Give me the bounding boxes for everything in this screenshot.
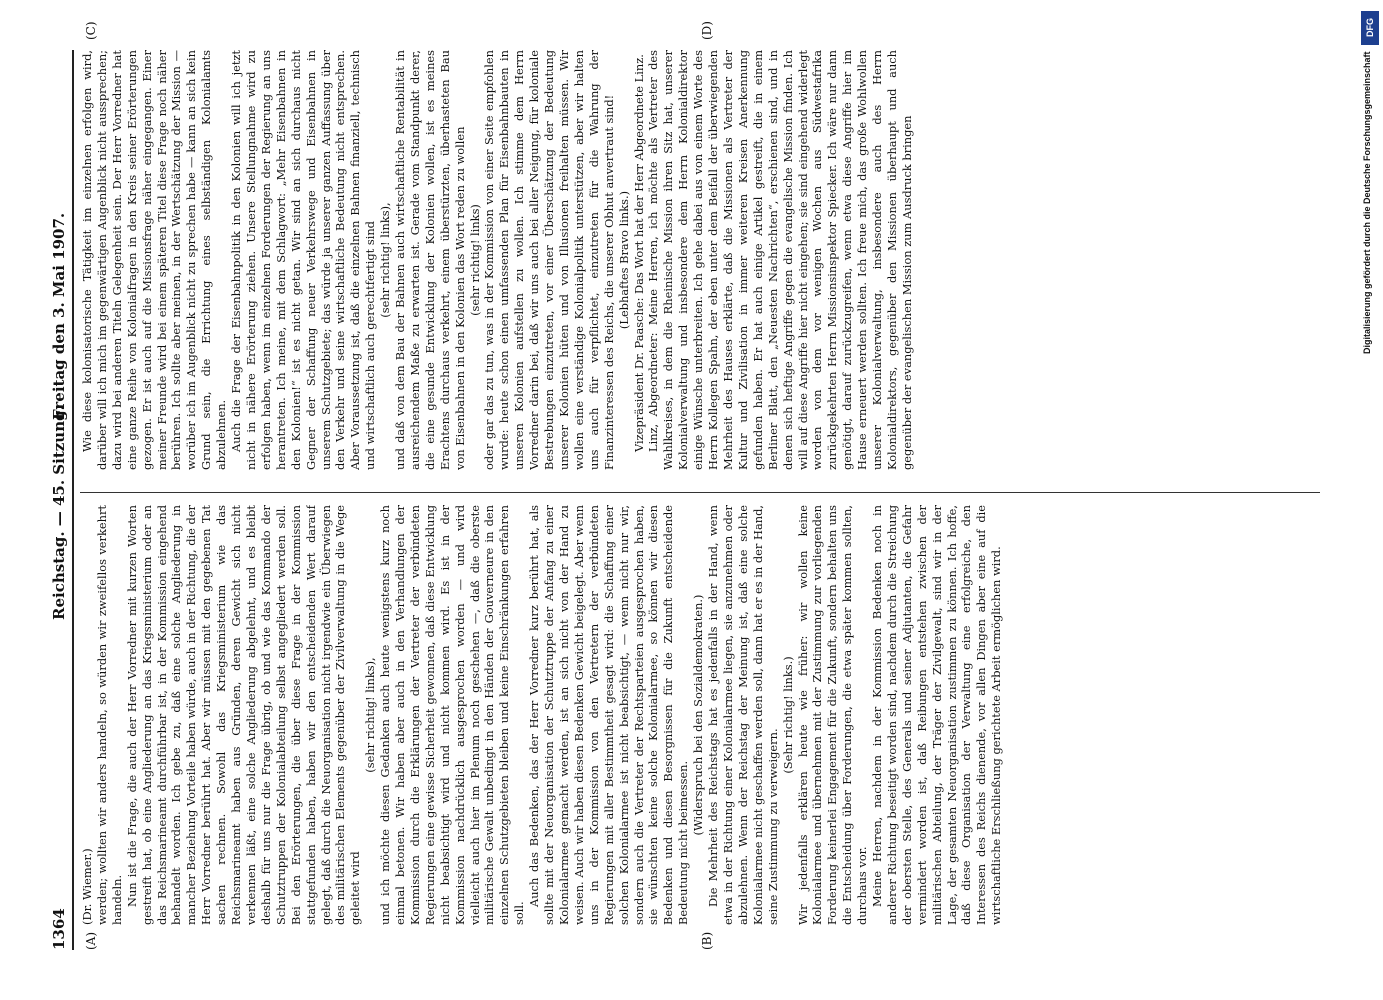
paragraph: (Widerspruch bei den Sozialdemokraten.) [691,594,706,836]
page-number: 1364 [50,908,68,950]
paragraph: Wie diese kolonisatorische Tätigkeit im einzelnen erfolgen wird, darüber will ich mich im gegenwärtigen Augenblick nicht aussprechen; dazu wird bei anderen Titeln Gelegenheit sein. Der Herr Vorredner hat eine ganze Reihe von Kolonialfragen in den Kreis seiner Erörterungen gezogen. Er ist auch auf die Missionsfrage näher eingegangen. Einer meiner Freunde wird bei einem späteren Titel diese Frage noch näher berühren. Ich sollte aber meinen, in der Wertschätzung der Mission — worüber ich im Augenblick nicht zu sprechen habe — kann an sich kein Grund sein, die Errichtung eines selbständigen Kolonialamts abzulehnen. [80,50,229,470]
page-header [40,50,74,950]
paragraph: (sehr richtig! links) [467,204,482,316]
dfg-credit [1360,5,1382,995]
paragraph: werden; wollten wir anders handeln, so würden wir zweifellos verkehrt handeln. [94,505,124,925]
paragraph: und ich möchte diesen Gedanken auch heute wenigstens kurz noch einmal betonen. Wir haben aber auch in den Verhandlungen der Kommission durch die Erklärungen der Vertreter der verbündeten Regierungen eine gewisse Sicherheit gewonnen, daß diese Entwicklung nicht beabsichtigt wird und nicht kommen wird. Es ist in der Kommission nachdrücklich ausgesprochen worden — und wird vielleicht auch hier im Plenum noch geschehen —, daß die oberste militärische Gewalt unbedingt in den Händen der Gouverneure in den einzelnen Schutzgebieten bleiben und keine Einschränkungen erfahren soll. [378,505,527,925]
paragraph: (Dr. Wiemer.) [80,848,94,925]
paragraph: (Lebhaftes Bravo links.) [616,190,631,330]
paragraph: Auch das Bedenken, das der Herr Vorredner kurz berührt hat, als sollte mit der Neuorganisation der Schutztruppe der Anfang zu einer Kolonialarmee gemacht werden, ist an sich nicht von der Hand zu weisen. Auch wir haben diesen Bedenken Gewicht beigelegt. Aber wenn uns in der Kommission von den Vertretern der verbündeten Regierungen mit aller Bestimmtheit gesagt wird: die Schaffung einer solchen Kolonialarmee ist nicht beabsichtigt, — wenn nicht nur wir, sondern auch die Vertreter der Rechtsparteien ausgesprochen haben, sie wünschten keine solche Kolonialarmee, so können wir diesen Bedenken und diesen Besorgnissen für die Zukunft entscheidende Bedeutung nicht beimessen. [527,505,691,925]
paragraph: Nun ist die Frage, die auch der Herr Vorredner mit kurzen Worten gestreift hat, ob eine Angliederung an das Kriegsministerium oder an das Reichsmarineamt durchführbar ist, in der Kommission eingehend behandelt worden. Ich gebe zu, daß eine solche Angliederung in mancher Beziehung Vorteile haben würde, auch in der Richtung, die der Herr Vorredner berührt hat. Aber wir müssen mit den gegebenen Tat sachen rechnen. Sowohl das Kriegsministerium wie das Reichsmarineamt haben aus Gründen, deren Gewicht sich nicht verkennen läßt, eine solche Angliederung abgelehnt, und es bleibt deshalb für uns nur die Frage übrig, ob und wie das Kommando der Schutztruppen der Kolonialabteilung selbst angegliedert werden soll. Bei den Erörterungen, die über diese Frage in der Kommission stattgefunden haben, haben wir den entscheidenden Wert darauf gelegt, daß durch die Neuorganisation nicht irgendwie ein Überwiegen des militärischen Elements gegenüber der Zivilverwaltung in die Wege geleitet wird [124,505,363,925]
dfg-credit-text: Digitalisierung gefördert durch die Deutsche Forschungsgemeinschaft [1362,51,1372,354]
left-column [80,505,1320,925]
paragraph: (Sehr richtig! links.) [780,656,795,774]
dfg-logo: DFG [1361,11,1379,45]
paragraph: Meine Herren, nachdem in der Kommission Bedenken noch in anderer Richtung beseitigt worden sind, nachdem durch die Streichung der obersten Stelle, des Generals und seiner Adjutanten, die Gefahr vermindert worden ist, daß Reibungen entstehen zwischen der militärischen Abteilung, der Träger der Zivilgewalt, sind wir in der Lage, der gesamten Neuorganisation zustimmen zu können. Ich hoffe, daß diese Organisation der Verwaltung eine erfolgreiche, den Interessen des Reichs dienende, vor allen Dingen aber eine auf die wirtschaftliche Erschließung gerichtete Arbeit ermöglichen wird. [870,505,1004,925]
paragraph: (sehr richtig! links), [378,202,393,318]
right-column [80,50,1320,470]
paragraph: Vizepräsident Dr. Paasche: Das Wort hat der Herr Abgeordnete Linz. [631,54,646,452]
marker-b: (B) [700,931,714,950]
paragraph: Die Mehrheit des Reichstags hat es jedenfalls in der Hand, wenn etwa in der Richtung einer Kolonialarmee liegen, sie anzunehmen oder abzulehnen. Wenn der Reichstag der Meinung ist, daß eine solche Kolonialarmee nicht geschaffen werden soll, dann hat er es in der Hand, seine Zustimmung zu verweigern. [706,505,780,925]
column-rule [80,492,1320,493]
paragraph: Auch die Frage der Eisenbahnpolitik in den Kolonien will ich jetzt nicht in nähere Erörterung ziehen. Unsere Stellungnahme wird zu erfolgen haben, wenn im einzelnen Forderungen der Regierung an uns herantreten. Ich meine, mit dem Schlagwort: „Mehr Eisenbahnen in den Kolonien!“ ist es nicht getan. Wir sind an sich durchaus nicht Gegner der Schaffung neuer Verkehrswege und Eisenbahnen in unserem Schutzgebiete; das würde ja unserer ganzen Auffassung über den Verkehr und seine wirtschaftliche Bedeutung nicht entsprechen. Aber Voraussetzung ist, daß die einzelnen Bahnen finanziell, technisch und wirtschaftlich auch gerechtfertigt sind [229,50,378,470]
marker-c: (C) [84,21,98,40]
paragraph: und daß von dem Bau der Bahnen auch wirtschaftliche Rentabilität in ausreichendem Maße zu erwarten ist. Gerade vom Standpunkt derer, die eine gesunde Entwicklung der Kolonien wollen, ist es meines Erachtens durchaus verkehrt, einem überstürzten, überhasteten Bau von Eisenbahnen in den Kolonien das Wort reden zu wollen [393,50,467,470]
session-date: Freitag den 3. Mai 1907. [50,212,68,420]
paragraph: oder gar das zu tun, was in der Kommission von einer Seite empfohlen wurde: heute schon einen umfassenden Plan für Eisenbahnbauten in unseren Kolonien aufstellen zu wollen. Ich stimme dem Herrn Vorredner darin bei, daß wir uns auch bei aller Neigung, für koloniale Bestrebungen einzutreten, vor einer Überschätzung der Bedeutung unserer Kolonien hüten und von Illusionen freihalten müssen. Wir wollen eine verständige Kolonialpolitik unterstützen, aber wir halten uns auch für verpflichtet, einzutreten für die Wahrung der Finanzinteressen des Reichs, die unserer Obhut anvertraut sind! [482,50,616,470]
session-title: Reichstag. — 45. Sitzung. [50,405,68,620]
header-rule [72,50,74,950]
paragraph: Linz, Abgeordneter: Meine Herren, ich möchte als Vertreter des Wahlkreises, in dem die Rheinische Mission ihren Sitz hat, unserer Kolonialverwaltung und insbesondere dem Herrn Kolonialdirektor einige Wünsche unterbreiten. Ich gehe dabei aus von einem Worte des Herrn Kollegen Spahn, der eben unter dem Beifall der überwiegenden Mehrheit des Hauses erklärte, daß die Missionen als Vertreter der Kultur und Zivilisation in immer weiteren Kreisen Anerkennung gefunden haben. Er hat auch einige Artikel gestreift, die in einem Berliner Blatt, den „Neuesten Nachrichten“, erschienen sind, und in denen sich heftige Angriffe gegen die evangelische Mission finden. Ich will auf diese Angriffe hier nicht eingehen; sie sind eingehend widerlegt worden von dem vor wenigen Wochen aus Südwestafrika zurückgekehrten Herrn Missionsinspektor Spiecker. Ich wäre nur dann genötigt, darauf zurückzugreifen, wenn etwa diese Angriffe hier im Hause erneuert werden sollten. Ich freue mich, das große Wohlwollen unserer Kolonialverwaltung, insbesondere auch des Herrn Kolonialdirektors, gegenüber den Missionen überhaupt und auch gegenüber der evangelischen Mission zum Ausdruck bringen [646,50,914,470]
paragraph: Wir jedenfalls erklären heute wie früher: wir wollen keine Kolonialarmee und übernehmen mit der Zustimmung zur vorliegenden Forderung keinerlei Engagement für die Zukunft, sondern behalten uns die Entscheidung über Forderungen, die etwa später kommen sollten, durchaus vor. [795,505,870,925]
marker-a: (A) [84,931,98,950]
marker-d: (D) [700,21,714,40]
paragraph: (sehr richtig! links), [363,657,378,773]
